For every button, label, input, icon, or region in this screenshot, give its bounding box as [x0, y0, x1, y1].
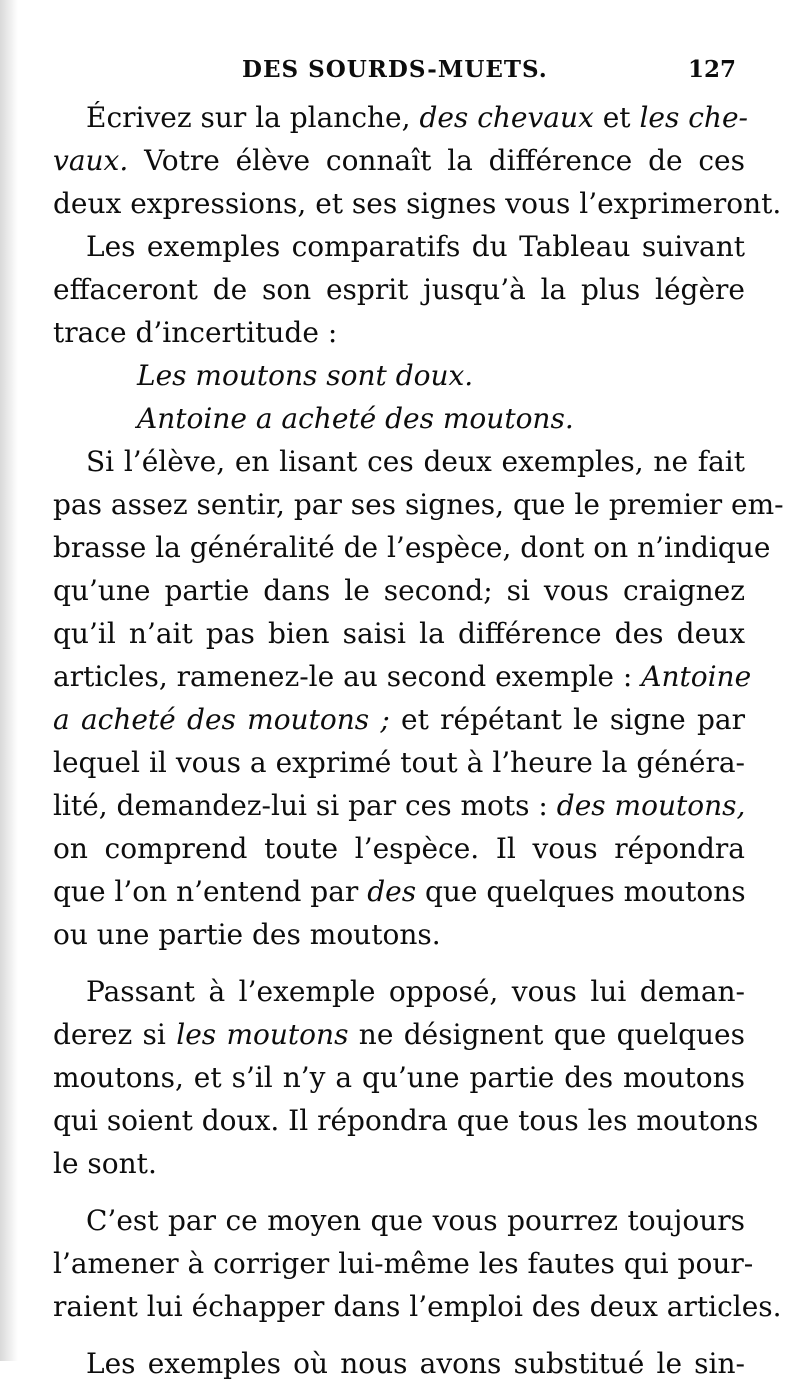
body-text: [53, 96, 784, 1385]
text-line: lité, demandez-lui si par ces mots : des moutons,: [53, 789, 746, 822]
page-number: 127: [687, 56, 736, 83]
text-line: derez si les moutons ne désignent que quelques: [53, 1018, 745, 1051]
text-line: Écrivez sur la planche, des chevaux et les che-: [86, 101, 748, 134]
running-head: DES SOURDS-MUETS.: [242, 56, 548, 83]
text-line: l’amener à corriger lui-même les fautes qui pour-: [53, 1247, 754, 1280]
paragraph-gap: [53, 1328, 745, 1342]
text-line: vaux. Votre élève connaît la différence de ces: [53, 144, 745, 177]
text-line: Les exemples comparatifs du Tableau suivant: [86, 230, 745, 263]
text-line: qu’une partie dans le second; si vous craignez: [53, 574, 745, 607]
text-line: que l’on n’entend par des que quelques moutons: [53, 875, 746, 908]
text-line: qui soient doux. Il répondra que tous les moutons: [53, 1104, 759, 1137]
text-line: Les exemples où nous avons substitué le sin-: [86, 1347, 745, 1380]
text-line: on comprend toute l’espèce. Il vous répondra: [53, 832, 745, 865]
page-header: [230, 52, 740, 92]
text-line: qu’il n’ait pas bien saisi la différence des deux: [53, 617, 745, 650]
paragraph-gap: [53, 956, 745, 970]
text-line: articles, ramenez-le au second exemple : Antoine: [53, 660, 752, 693]
text-line: lequel il vous a exprimé tout à l’heure la généra-: [53, 746, 745, 779]
text-line: raient lui échapper dans l’emploi des deux articles.: [53, 1290, 782, 1323]
example-sentence: Les moutons sont doux.: [137, 359, 474, 392]
text-line: moutons, et s’il n’y a qu’une partie des moutons: [53, 1061, 745, 1094]
text-line: Si l’élève, en lisant ces deux exemples, ne fait: [86, 445, 745, 478]
text-line: ou une partie des moutons.: [53, 918, 441, 951]
page-gutter-edge: [0, 0, 18, 1361]
text-line: pas assez sentir, par ses signes, que le premier em-: [53, 488, 784, 521]
text-line: effaceront de son esprit jusqu’à la plus légère: [53, 273, 745, 306]
text-line: le sont.: [53, 1147, 157, 1180]
example-sentence: Antoine a acheté des moutons.: [137, 402, 574, 435]
text-line: a acheté des moutons ; et répétant le signe par: [53, 703, 745, 736]
text-line: brasse la généralité de l’espèce, dont on n’indique: [53, 531, 771, 564]
text-line: deux expressions, et ses signes vous l’exprimeront.: [53, 187, 782, 220]
text-line: C’est par ce moyen que vous pourrez toujours: [86, 1204, 745, 1237]
text-line: Passant à l’exemple opposé, vous lui deman-: [86, 975, 745, 1008]
paragraph-gap: [53, 1185, 745, 1199]
text-line: trace d’incertitude :: [53, 316, 338, 349]
